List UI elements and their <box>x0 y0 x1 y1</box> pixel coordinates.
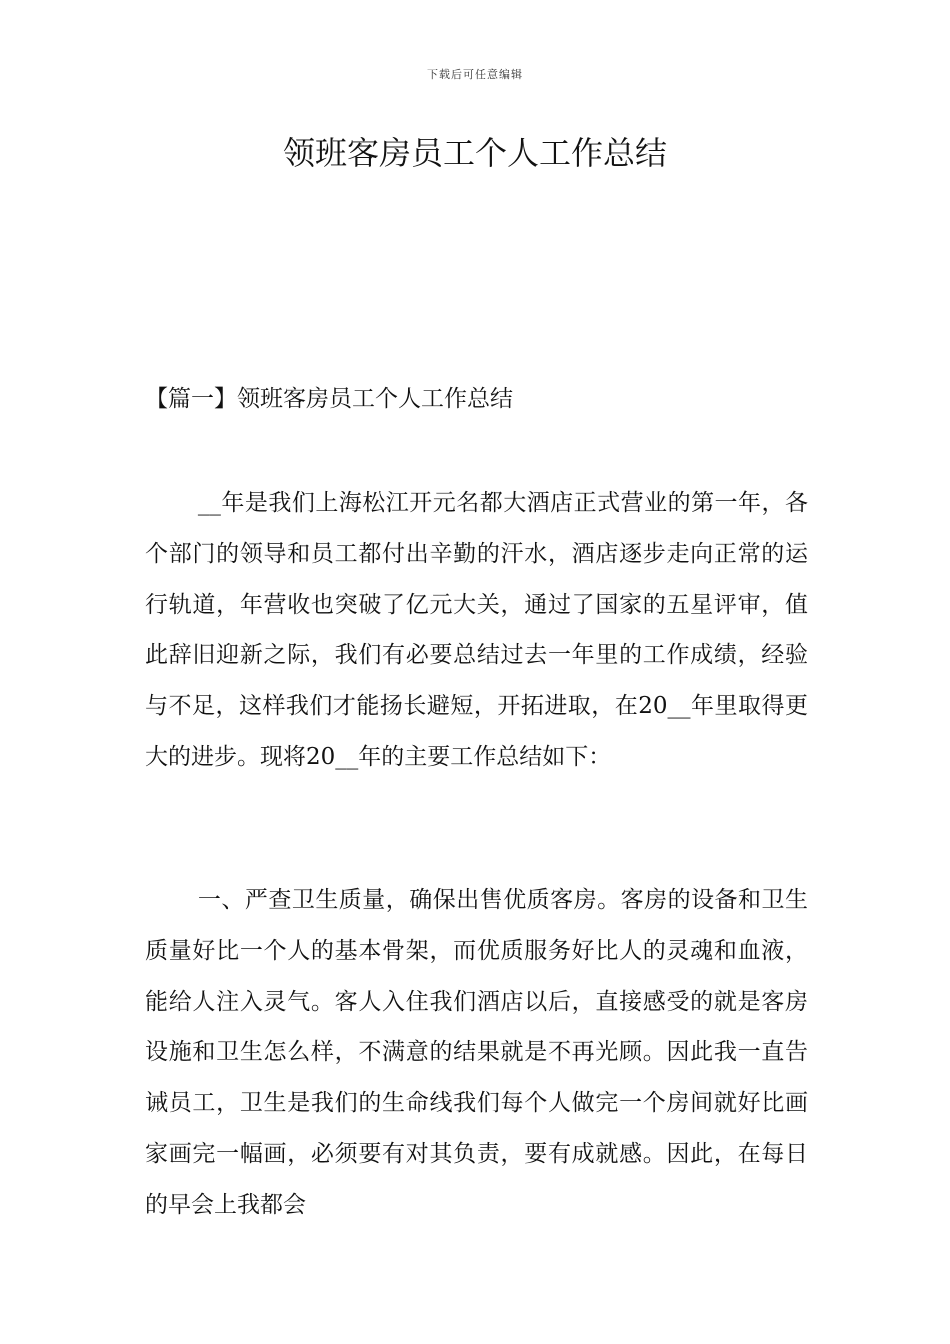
header-note: 下载后可任意编辑 <box>427 68 523 81</box>
section-heading: 【篇一】领班客房员工个人工作总结 <box>145 386 513 412</box>
paragraph-intro: __年是我们上海松江开元名都大酒店正式营业的第一年，各个部门的领导和员工都付出辛勤的汗水，酒店逐步走向正常的运行轨道，年营收也突破了亿元大关，通过了国家的五星评审，值此辞旧迎新之际，我们有必要总结过去一年里的工作成绩，经验与不足，这样我们才能扬长避短，开拓进取，在20__年里取得更大的进步。现将20__年的主要工作总结如下： <box>145 490 808 770</box>
document-title: 领班客房员工个人工作总结 <box>282 134 667 172</box>
paragraph-hygiene: 一、严查卫生质量，确保出售优质客房。客房的设备和卫生质量好比一个人的基本骨架，而优质服务好比人的灵魂和血液，能给人注入灵气。客人入住我们酒店以后，直接感受的就是客房设施和卫生怎么样，不满意的结果就是不再光顾。因此我一直告诫员工，卫生是我们的生命线我们每个人做完一个房间就好比画家画完一幅画，必须要有对其负责，要有成就感。因此，在每日的早会上我都会 <box>145 887 808 1218</box>
